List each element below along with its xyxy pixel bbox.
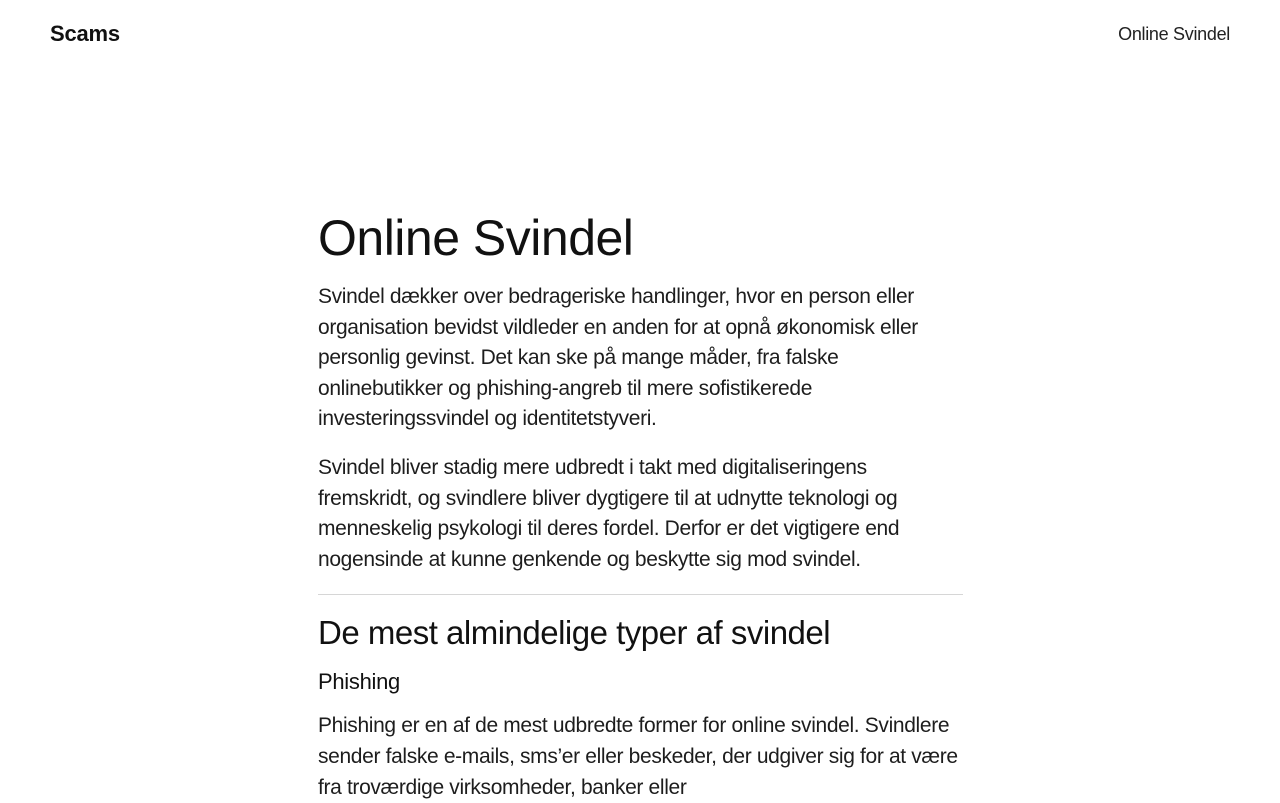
section-heading: De mest almindelige typer af svindel [318, 614, 831, 652]
article-content [318, 206, 963, 803]
brand-logo-link[interactable]: Scams [50, 21, 120, 46]
page-title: Online Svindel [318, 210, 634, 266]
subsection-paragraph-phishing: Phishing er en af de mest udbredte former for online svindel. Svindlere sender falske e-mails, sms’er eller beskeder, der udgiver sig for at være fra troværdige virksomheder, banker eller [318, 714, 958, 799]
nav-link-online-svindel[interactable]: Online Svindel [1118, 24, 1230, 44]
site-header [0, 0, 1280, 70]
section-divider [318, 594, 963, 595]
subsection-heading-phishing: Phishing [318, 669, 400, 695]
intro-paragraph: Svindel dækker over bedrageriske handlinger, hvor en person eller organisation bevidst vildleder en anden for at opnå økonomisk eller personlig gevinst. Det kan ske på mange måder, fra falske onlinebutikker og phishing-angreb til mere sofistikerede investeringssvindel og identitetstyveri. [318, 285, 918, 431]
intro-paragraph: Svindel bliver stadig mere udbredt i takt med digitaliseringens fremskridt, og svindlere bliver dygtigere til at udnytte teknologi og menneskelig psykologi til deres fordel. Derfor er det vigtigere end nogensinde at kunne genkende og beskytte sig mod svindel. [318, 455, 900, 571]
